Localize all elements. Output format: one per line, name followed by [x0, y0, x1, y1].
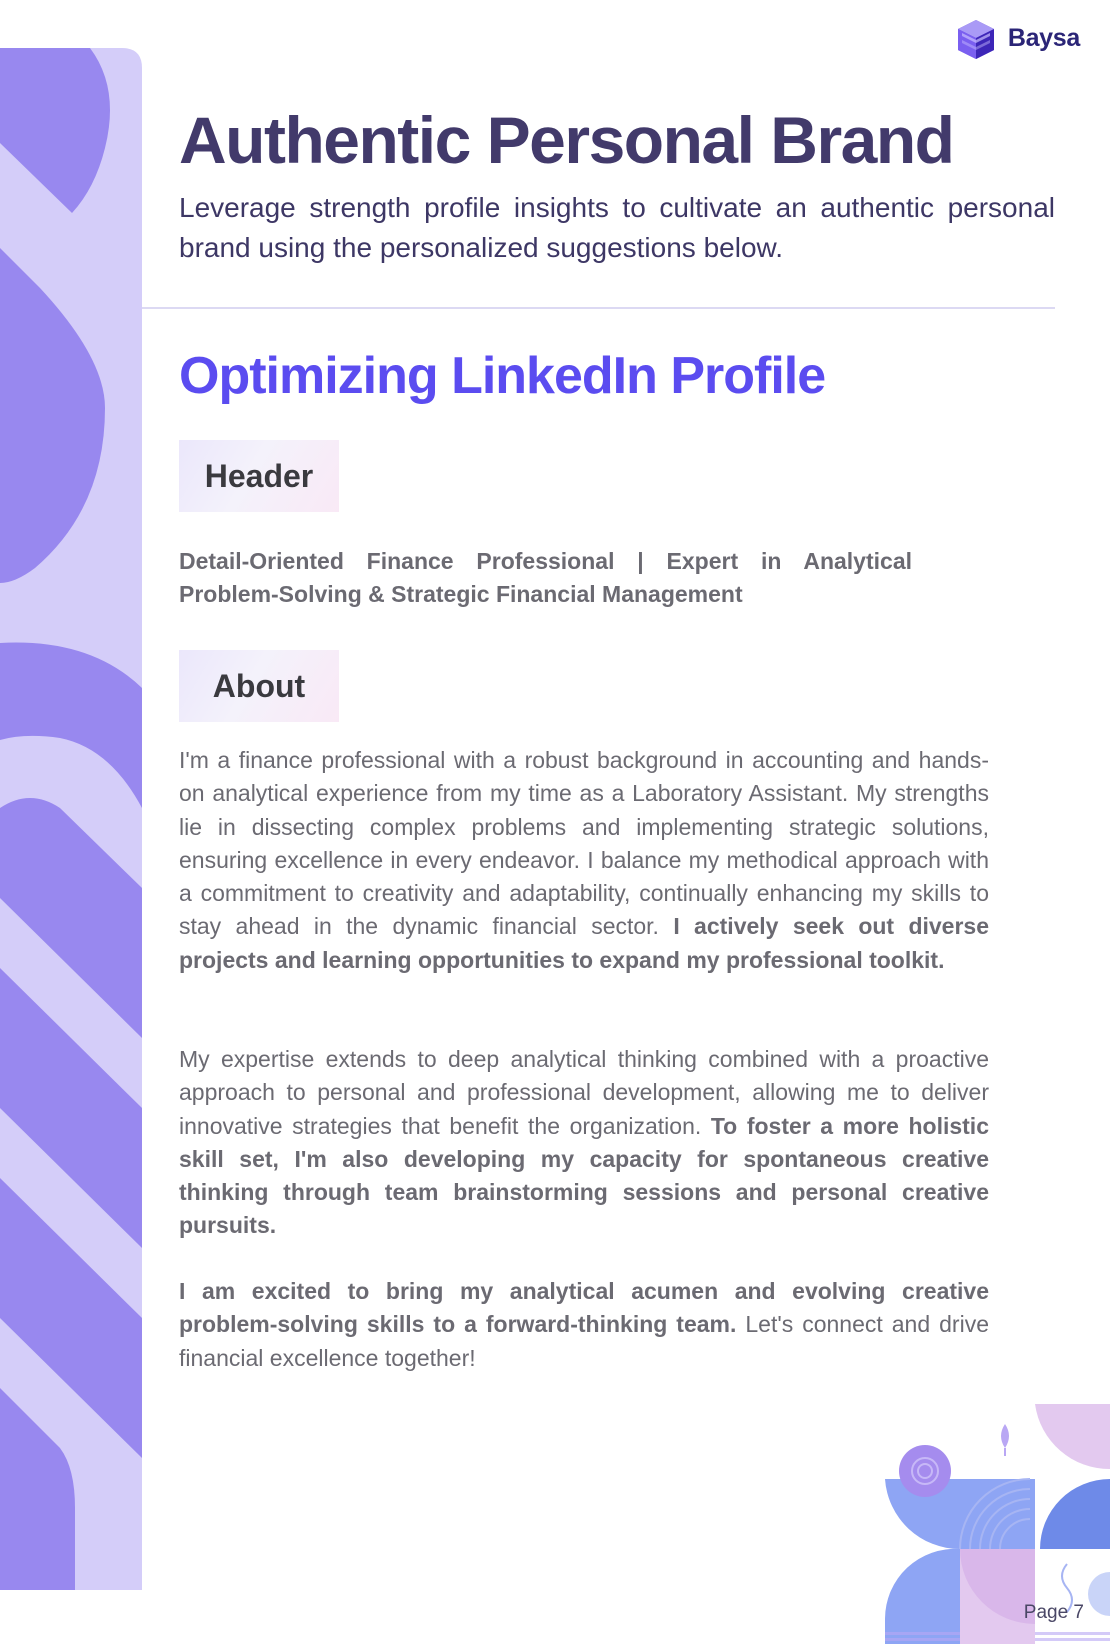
brand-name: Baysa — [1007, 23, 1080, 52]
about-paragraph-1-text: I'm a finance professional with a robust background in accounting and hands-on analytical experience from my time as a Laboratory Assistant. My strengths lie in dissecting complex problems and implementing strategic solutions, ensuring excellence in every endeavor. I balance my methodical approach with a commitment to creativity and adaptability, continually enhancing my skills to stay ahead in the dynamic financial sector. — [179, 747, 989, 940]
about-paragraph-3-bold: I am excited to bring my analytical acumen and evolving creative problem-solving skills to a forward-thinking team. — [179, 1278, 989, 1338]
page-subtitle: Leverage strength profile insights to cultivate an authentic personal brand using the personalized suggestions below. — [179, 192, 1055, 263]
header-label: Header — [179, 440, 339, 512]
about-paragraph-1 — [179, 744, 989, 977]
about-paragraph-1-bold: I actively seek out diverse projects and learning opportunities to expand my professional toolkit. — [179, 913, 990, 973]
about-paragraph-3 — [179, 1275, 989, 1375]
stacked-cube-icon — [952, 14, 1000, 62]
decorative-side-band — [0, 48, 142, 1590]
page-title: Authentic Personal Brand — [179, 103, 954, 177]
section-divider — [142, 307, 1055, 309]
about-paragraph-2-text: My expertise extends to deep analytical thinking combined with a proactive approach to personal and professional development, allowing me to deliver innovative strategies that benefit the organization. — [179, 1046, 989, 1139]
about-paragraph-2 — [179, 1043, 989, 1243]
about-paragraph-3-text: Let's connect and drive financial excellence together! — [179, 1311, 989, 1371]
section-title: Optimizing LinkedIn Profile — [179, 347, 826, 405]
about-label: About — [179, 650, 339, 722]
linkedin-headline: Detail-Oriented Finance Professional | Expert in Analytical Problem-Solving & Strategic Financial Management — [179, 548, 912, 607]
brand-logo[interactable] — [952, 14, 1080, 62]
page-number: Page 7 — [1023, 1602, 1084, 1623]
about-paragraph-2-bold: To foster a more holistic skill set, I'm also developing my capacity for spontaneous creative thinking through team brainstorming sessions and personal creative pursuits. — [179, 1112, 989, 1239]
